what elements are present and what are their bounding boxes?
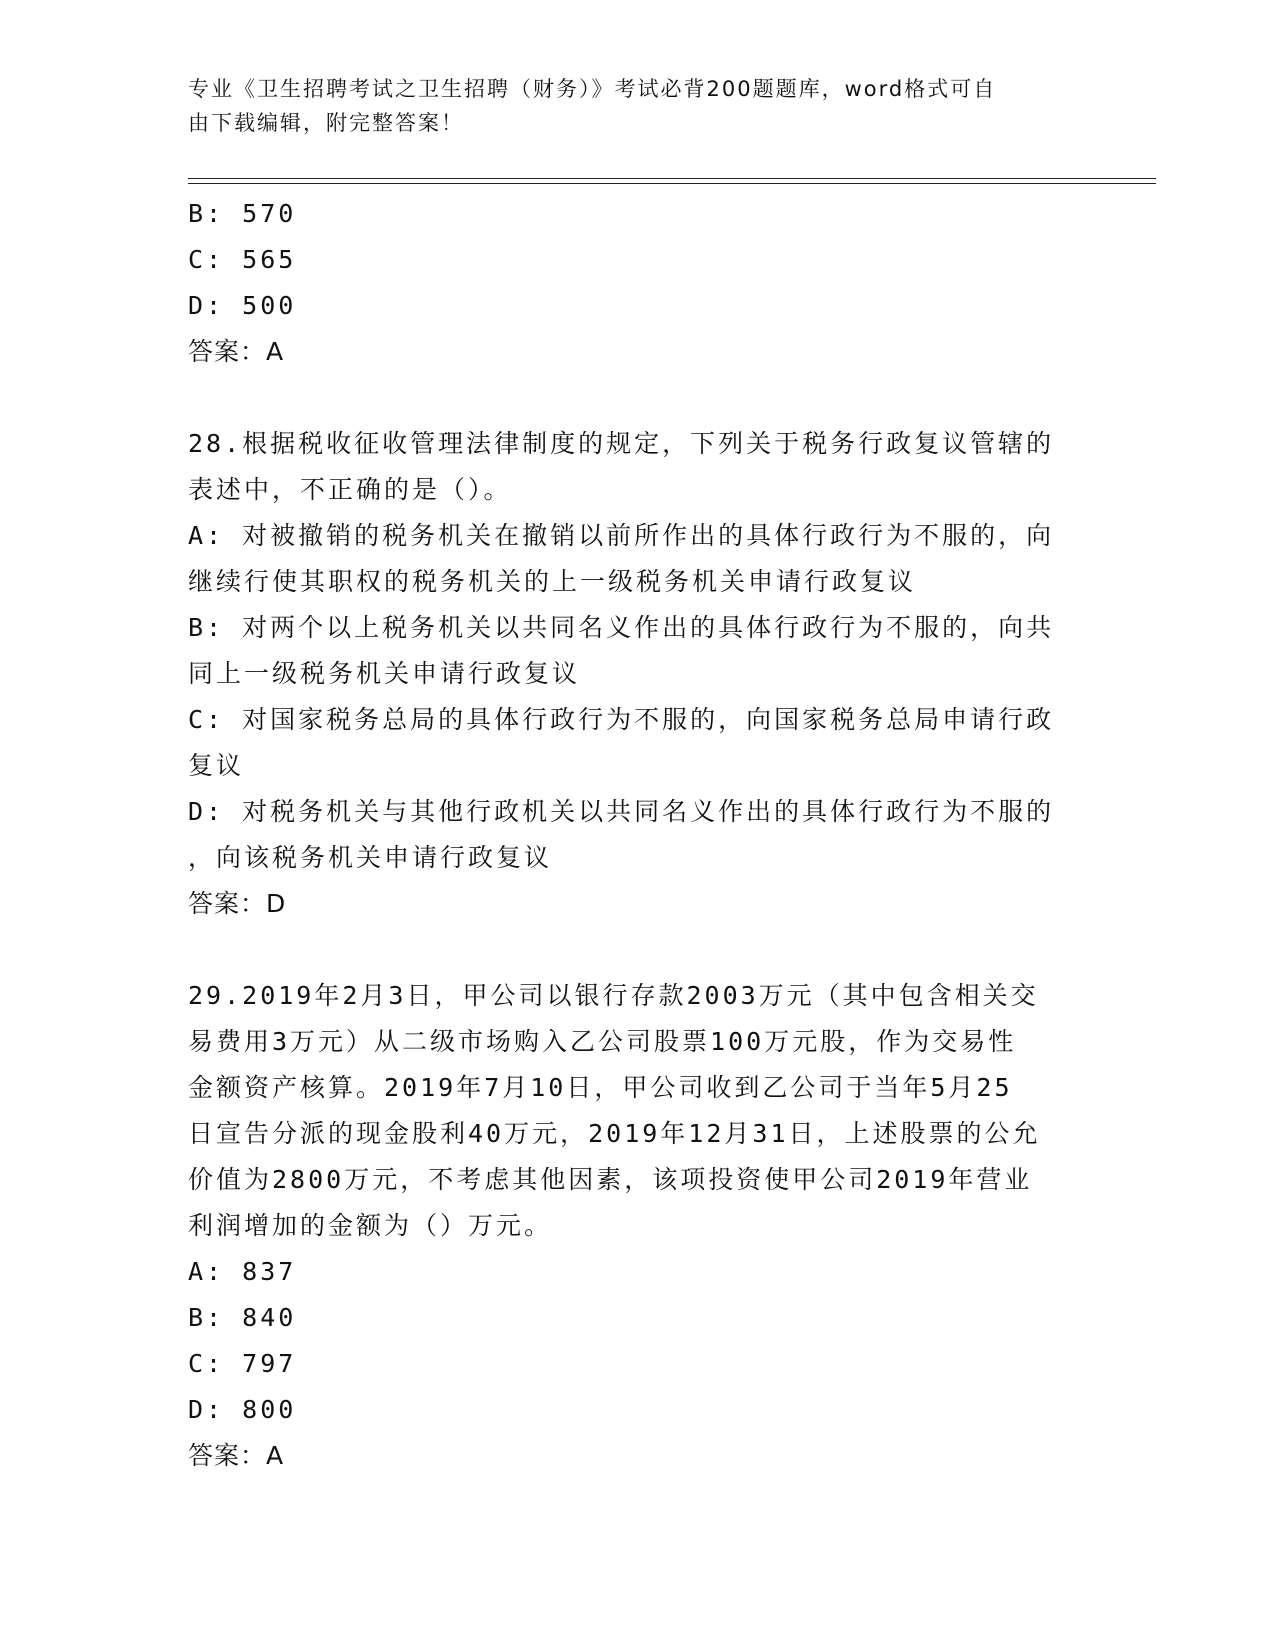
document-header bbox=[188, 72, 1078, 140]
question-29 bbox=[188, 973, 1088, 1479]
option-c-line: C: 对国家税务总局的具体行政行为不服的，向国家税务总局申请行政 bbox=[188, 705, 1055, 734]
header-divider-top bbox=[188, 178, 1156, 179]
option-a-line: A: 对被撤销的税务机关在撤销以前所作出的具体行政行为不服的，向 bbox=[188, 521, 1055, 550]
answer-line: 答案：D bbox=[188, 889, 287, 918]
question-stem-line: 表述中，不正确的是（）。 bbox=[188, 475, 512, 504]
option-d-line: ，向该税务机关申请行政复议 bbox=[188, 843, 553, 872]
option-b-line: B: 对两个以上税务机关以共同名义作出的具体行政行为不服的，向共 bbox=[188, 613, 1055, 642]
option-a: A: 837 bbox=[188, 1257, 297, 1286]
question-stem-line: 价值为2800万元，不考虑其他因素，该项投资使甲公司2019年营业 bbox=[188, 1165, 1033, 1194]
option-c: C: 565 bbox=[188, 245, 297, 274]
question-stem-line: 易费用3万元）从二级市场购入乙公司股票100万元股，作为交易性 bbox=[188, 1027, 1017, 1056]
option-c-line: 复议 bbox=[188, 751, 245, 780]
option-d: D: 800 bbox=[188, 1395, 297, 1424]
question-stem-line: 金额资产核算。2019年7月10日，甲公司收到乙公司于当年5月25 bbox=[188, 1073, 1013, 1102]
spacer bbox=[188, 927, 1088, 973]
header-line-1: 专业《卫生招聘考试之卫生招聘（财务）》考试必背200题题库，word格式可自 bbox=[188, 77, 997, 101]
option-a-line: 继续行使其职权的税务机关的上一级税务机关申请行政复议 bbox=[188, 567, 917, 596]
question-stem-line: 29.2019年2月3日，甲公司以银行存款2003万元（其中包含相关交 bbox=[188, 981, 1039, 1010]
spacer bbox=[188, 375, 1088, 421]
question-stem-line: 日宣告分派的现金股利40万元，2019年12月31日，上述股票的公允 bbox=[188, 1119, 1041, 1148]
document-body bbox=[188, 191, 1088, 1479]
answer-line: 答案：A bbox=[188, 1441, 285, 1470]
answer-line: 答案：A bbox=[188, 337, 285, 366]
header-line-2: 由下载编辑，附完整答案！ bbox=[188, 111, 464, 135]
option-b: B: 840 bbox=[188, 1303, 297, 1332]
question-stem-line: 利润增加的金额为（）万元。 bbox=[188, 1211, 553, 1240]
question-27-continued bbox=[188, 191, 1088, 375]
option-b: B: 570 bbox=[188, 199, 297, 228]
option-d-line: D: 对税务机关与其他行政机关以共同名义作出的具体行政行为不服的 bbox=[188, 797, 1055, 826]
question-28 bbox=[188, 421, 1088, 927]
option-c: C: 797 bbox=[188, 1349, 297, 1378]
question-stem-line: 28.根据税收征收管理法律制度的规定，下列关于税务行政复议管辖的 bbox=[188, 429, 1055, 458]
header-divider-bottom bbox=[188, 183, 1156, 184]
option-d: D: 500 bbox=[188, 291, 297, 320]
option-b-line: 同上一级税务机关申请行政复议 bbox=[188, 659, 581, 688]
